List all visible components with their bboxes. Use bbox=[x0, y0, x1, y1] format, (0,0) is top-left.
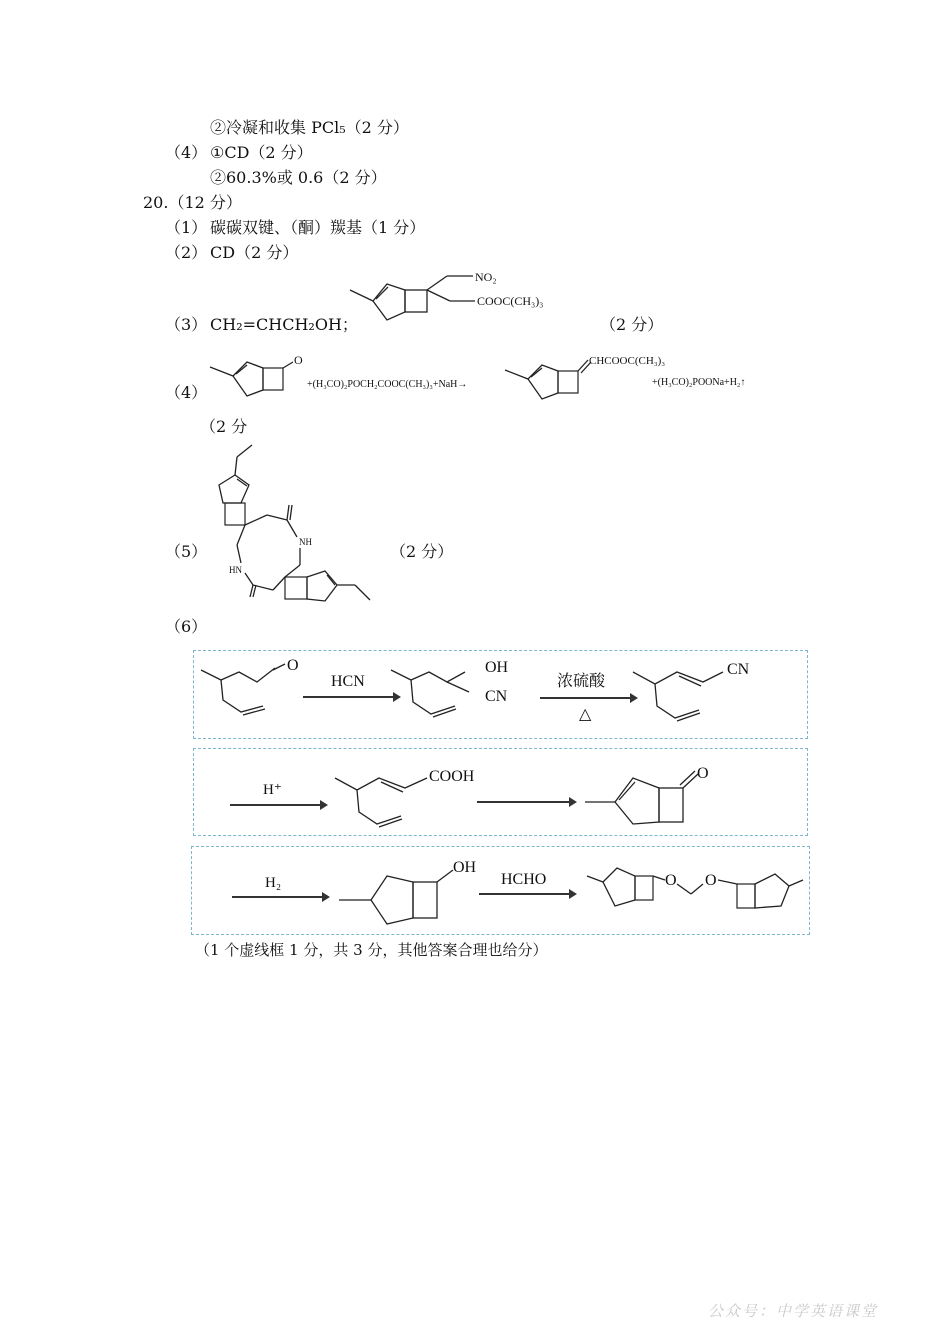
part-5-number: （5） bbox=[165, 542, 208, 561]
ketone-o-2: O bbox=[697, 765, 709, 782]
part-2-number: （2） bbox=[165, 243, 208, 262]
scoring-note: （1 个虚线框 1 分，共 3 分，其他答案合理也给分） bbox=[195, 941, 548, 959]
reagent-acid: H⁺ bbox=[263, 782, 282, 798]
arrow-3 bbox=[230, 804, 326, 806]
aldehyde-o: O bbox=[287, 657, 299, 674]
line-pcl5: ②冷凝和收集 PCl₅（2 分） bbox=[210, 118, 409, 137]
reagent-hcn: HCN bbox=[331, 673, 365, 690]
nitrile-label: CN bbox=[485, 688, 508, 705]
part-1-number: （1） bbox=[165, 218, 208, 237]
part-3-number: （3） bbox=[165, 315, 208, 334]
part-5-score: （2 分） bbox=[390, 542, 454, 561]
arrow-2 bbox=[540, 697, 636, 699]
reagent-hcho: HCHO bbox=[501, 871, 547, 888]
arrow-4 bbox=[477, 801, 575, 803]
nitrile-label-2: CN bbox=[727, 661, 750, 678]
arrow-5 bbox=[232, 896, 328, 898]
hydroxyl-label-2: OH bbox=[453, 859, 477, 876]
part-1-answer: 碳碳双键、（酮）羰基（1 分） bbox=[210, 218, 426, 237]
ether-o-2: O bbox=[705, 872, 717, 889]
hydroxyl-label: OH bbox=[485, 659, 509, 676]
scheme-box-2-drawing bbox=[193, 748, 808, 836]
question-20-heading: 20.（12 分） bbox=[143, 193, 242, 212]
part-4-score: （2 分 bbox=[200, 417, 248, 436]
part-2-answer: CD（2 分） bbox=[210, 243, 299, 262]
line-4-2: ②60.3%或 0.6（2 分） bbox=[210, 168, 387, 187]
byproducts-text: +(H₃CO)₂POONa+H₂↑ bbox=[652, 377, 746, 388]
equation-4 bbox=[205, 350, 805, 405]
arrow-1 bbox=[303, 696, 399, 698]
scheme-box-1-drawing bbox=[193, 650, 808, 739]
part-3-answer: CH₂=CHCH₂OH； bbox=[210, 315, 358, 334]
carboxyl-label: COOH bbox=[429, 768, 475, 785]
part-4-number: （4） bbox=[165, 383, 208, 402]
item-4-number: （4） bbox=[165, 143, 208, 162]
arrow-6 bbox=[479, 893, 575, 895]
product-group: CHCOOC(CH₃)₃ bbox=[589, 355, 666, 367]
ether-o-1: O bbox=[665, 872, 677, 889]
reagent-sulfuric: 浓硫酸 bbox=[557, 673, 606, 690]
part-3-score: （2 分） bbox=[600, 315, 664, 334]
line-4-1: ①CD（2 分） bbox=[210, 143, 313, 162]
ketone-o: O bbox=[294, 353, 303, 367]
amide-nh-2: HN bbox=[229, 565, 242, 575]
structure-5 bbox=[215, 445, 385, 610]
scheme-box-3-drawing bbox=[191, 846, 810, 935]
watermark: 公众号：中学英语课堂 bbox=[708, 1302, 879, 1320]
ester-label: COOC(CH₃)₃ bbox=[477, 294, 544, 308]
amide-nh-1: NH bbox=[299, 537, 312, 547]
heat-condition: △ bbox=[579, 706, 592, 723]
reagents-text: +(H₃CO)₂POCH₂COOC(CH₃)₃+NaH→ bbox=[307, 379, 468, 390]
structure-3 bbox=[345, 268, 575, 328]
part-6-number: （6） bbox=[165, 617, 208, 636]
reagent-h2: H₂ bbox=[265, 875, 282, 891]
nitro-label: NO₂ bbox=[475, 270, 497, 284]
